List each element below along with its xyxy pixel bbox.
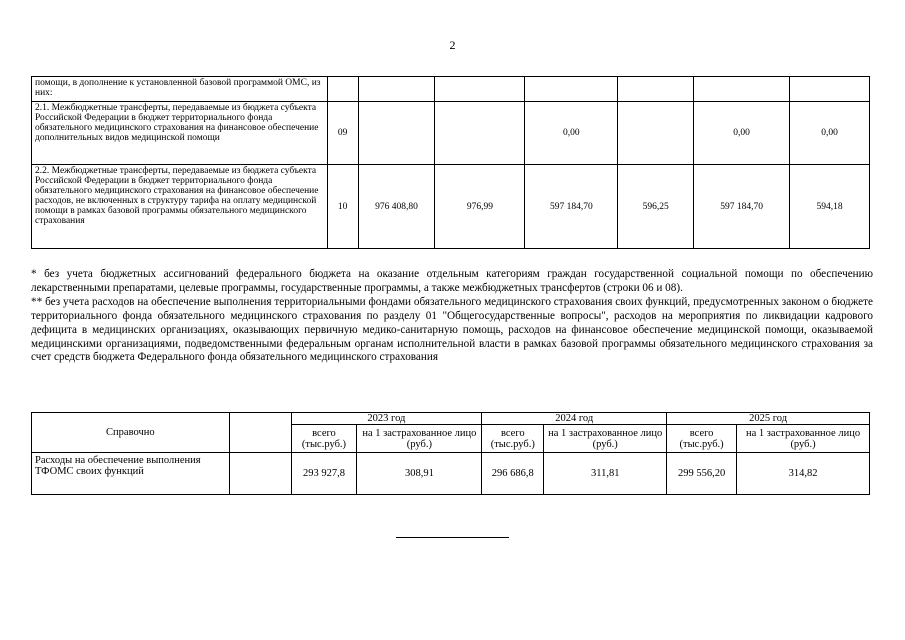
footnote-double-star: ** без учета расходов на обеспечение выполнения территориальными фондами обязательного медицинского страхования своих функций, предусмотренных законом о бюджете территориального фонда обязательного медицинского страхования по разделу 01 "Общегосударственные вопросы", расходов на мероприятия по ликвидации кадрового дефицита в медицинских организациях, оказывающих первичную медико-санитарную помощь, расходов на финансовое обеспечение медицинской помощи, оказываемой медицинскими организациями, подведомственными федеральным органам исполнительной власти в рамках базовой программы обязательного медицинского страхования за счет средств бюджета Федерального фонда обязательного медицинского страхования [31, 295, 873, 364]
col-total-header: всего (тыс.руб.) [291, 425, 357, 453]
col-total-header: всего (тыс.руб.) [482, 425, 544, 453]
cell-value [525, 77, 618, 102]
cell-value [618, 77, 694, 102]
col-per-insured-header: на 1 застрахованное лицо (руб.) [357, 425, 482, 453]
cell-value [618, 102, 694, 165]
cell-value: 976 408,80 [358, 165, 435, 249]
cell-value [694, 77, 790, 102]
col-per-insured-header: на 1 застрахованное лицо (руб.) [737, 425, 870, 453]
cell-value: 293 927,8 [291, 453, 357, 495]
col-per-insured-header: на 1 застрахованное лицо (руб.) [544, 425, 667, 453]
cell-value: 311,81 [544, 453, 667, 495]
row-description: помощи, в дополнение к установленной базовой программой ОМС, из них: [32, 77, 328, 102]
cell-value [435, 102, 525, 165]
table-row [32, 77, 870, 102]
row-description: 2.2. Межбюджетные трансферты, передаваемые из бюджета субъекта Российской Федерации в бюджет территориального фонда обязательного медицинского страхования на финансовое обеспечение расходов, не включенных в структуру тарифа на оплату медицинской помощи в рамках базовой программы обязательного медицинского страхования [32, 165, 328, 249]
cell-value: 597 184,70 [694, 165, 790, 249]
cell-value [435, 77, 525, 102]
row-description: Расходы на обеспечение выполнения ТФОМС своих функций [32, 453, 230, 495]
cell-value: 0,00 [790, 102, 870, 165]
cell-value: 597 184,70 [525, 165, 618, 249]
year-header: 2024 год [482, 413, 667, 425]
footer-divider [396, 537, 509, 538]
cell-value [790, 77, 870, 102]
empty-cell [229, 413, 291, 453]
row-code: 09 [327, 102, 358, 165]
col-total-header: всего (тыс.руб.) [667, 425, 737, 453]
table-row [32, 165, 870, 249]
row-description: 2.1. Межбюджетные трансферты, передаваемые из бюджета субъекта Российской Федерации в бюджет территориального фонда обязательного медицинского страхования на финансовое обеспечение дополнительных видов медицинской помощи [32, 102, 328, 165]
table-header-row [32, 413, 870, 425]
empty-cell [229, 453, 291, 495]
cell-value: 0,00 [525, 102, 618, 165]
cell-value: 596,25 [618, 165, 694, 249]
table-row [32, 102, 870, 165]
cell-value: 314,82 [737, 453, 870, 495]
year-header: 2025 год [667, 413, 870, 425]
cell-value: 976,99 [435, 165, 525, 249]
cell-value: 0,00 [694, 102, 790, 165]
footnote-single-star: * без учета бюджетных ассигнований федерального бюджета на оказание отдельным категориям граждан государственной социальной помощи по обеспечению лекарственными препаратами, целевые программы, государственные программы, а также межбюджетных трансфертов (строки 06 и 08). [31, 268, 873, 294]
page-number: 2 [449, 38, 456, 52]
row-code [327, 77, 358, 102]
cell-value: 296 686,8 [482, 453, 544, 495]
row-code: 10 [327, 165, 358, 249]
cell-value: 594,18 [790, 165, 870, 249]
year-header: 2023 год [291, 413, 482, 425]
footnotes [31, 268, 873, 365]
reference-table [31, 412, 870, 495]
cell-value [358, 77, 435, 102]
table-row [32, 453, 870, 495]
financing-table [31, 76, 870, 249]
cell-value [358, 102, 435, 165]
cell-value: 308,91 [357, 453, 482, 495]
reference-label: Справочно [32, 413, 230, 453]
cell-value: 299 556,20 [667, 453, 737, 495]
